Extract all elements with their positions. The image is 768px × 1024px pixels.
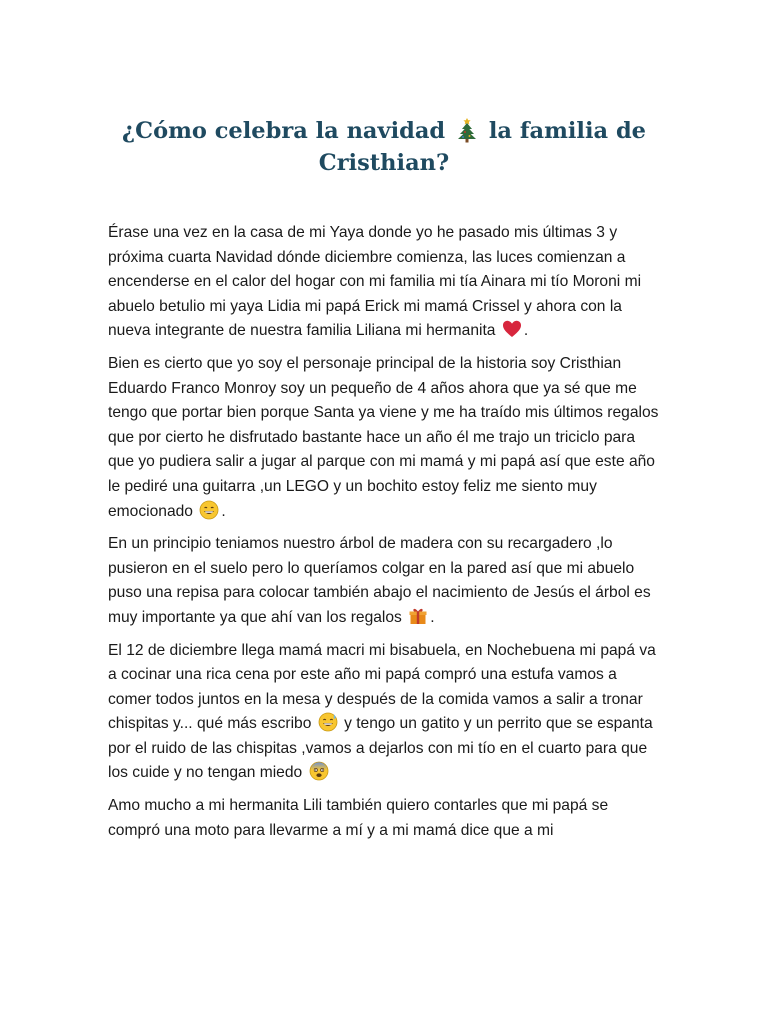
paragraph-3: [108, 532, 660, 630]
title-text-end: la familia de Cristhian?: [318, 118, 646, 176]
paragraph-3-text: En un principio teniamos nuestro árbol de madera con su recargadero ,lo pusieron en el suelo pero lo queríamos colgar en la pared así que mi abuelo puso una repisa para colocar también abajo el nacimiento de Jesús el árbol es muy importante ya que ahí van los regalos: [108, 535, 651, 626]
paragraph-5: [108, 794, 660, 843]
paragraph-4-text: El 12 de diciembre llega mamá macri mi bisabuela, en Nochebuena mi papá va a cocinar una rica cena por este año mi papá compró una estufa vamos a comer todos juntos en la mesa y después de la comida vamos a salir a tronar chispitas y... qué más escribo: [108, 641, 656, 733]
heart-icon: [502, 319, 522, 339]
paragraph-1: [108, 221, 660, 344]
grinning-face-icon: [199, 500, 219, 520]
paragraph-2-text: Bien es cierto que yo soy el personaje principal de la historia soy Cristhian Eduardo Franco Monroy soy un pequeño de 4 años ahora que ya sé que me tengo que portar bien porque Santa ya viene y me ha traído mis últimos regalos que por cierto he disfrutado bastante hace un año él me trajo un triciclo para que yo pudiera salir a jugar al parque con mi mamá y mi papá así que este año le pediré una guitarra ,un LEGO y un bochito estoy feliz me siento muy emocionado: [108, 354, 659, 520]
paragraph-2-tail: .: [221, 502, 226, 520]
paragraph-1-text: Érase una vez en la casa de mi Yaya donde yo he pasado mis últimas 3 y próxima cuarta Navidad dónde diciembre comienza, las luces comienzan a encenderse en el calor del hogar con mi familia mi tía Ainara mi tío Moroni mi abuelo betulio mi yaya Lidia mi papá Erick mi mamá Crissel y ahora con la nueva integrante de nuestra familia Liliana mi hermanita: [108, 224, 642, 340]
document-body: [108, 221, 660, 843]
fearful-face-icon: [309, 761, 329, 781]
title-text-start: ¿Cómo celebra la navidad: [121, 118, 446, 144]
paragraph-4: [108, 639, 660, 787]
gift-icon: [408, 606, 428, 626]
christmas-tree-icon: [456, 117, 478, 143]
document-title: [108, 0, 660, 179]
paragraph-3-tail: .: [430, 608, 435, 626]
paragraph-4-tail: y tengo un gatito y un perrito que se espanta por el ruido de las chispitas ,vamos a dejarlos con mi tío en el cuarto para que los cuide y no tengan miedo: [108, 715, 653, 782]
sweat-smile-icon: [318, 712, 338, 732]
paragraph-5-text: Amo mucho a mi hermanita Lili también quiero contarles que mi papá se compró una moto para llevarme a mí y a mi mamá dice que a mi: [108, 797, 609, 839]
paragraph-1-tail: .: [523, 322, 529, 340]
paragraph-2: [108, 352, 660, 524]
